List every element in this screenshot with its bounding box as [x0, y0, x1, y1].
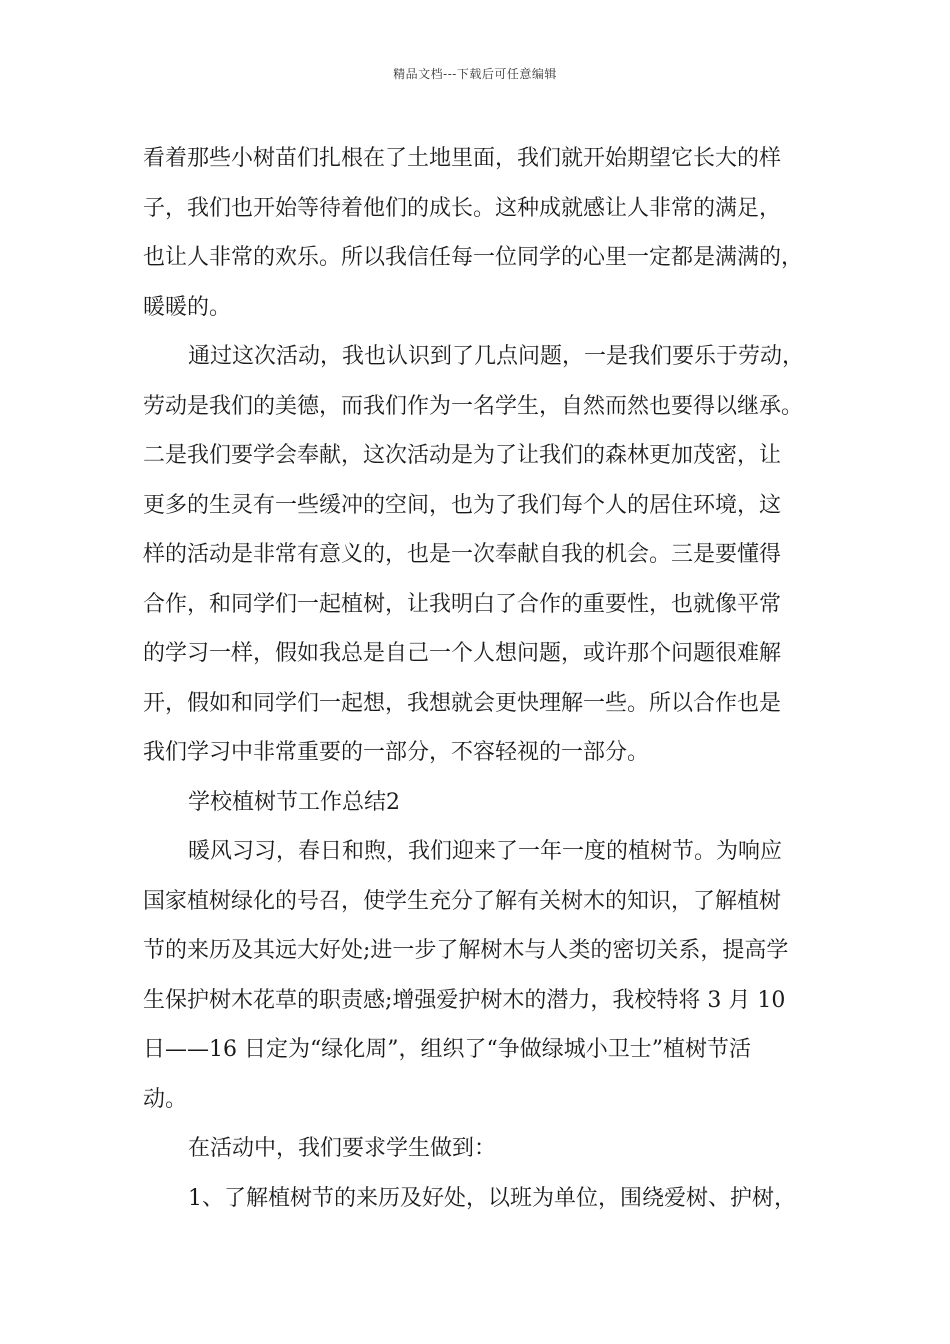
- text-line: 的学习一样，假如我总是自己一个人想问题，或许那个问题很难解: [143, 641, 782, 666]
- text-line: 生保护树木花草的职责感;增强爱护树木的潜力，我校特将 3 月 10: [143, 987, 786, 1013]
- text-line: 通过这次活动，我也认识到了几点问题，一是我们要乐于劳动，: [188, 344, 805, 369]
- text-line: 二是我们要学会奉献，这次活动是为了让我们的森林更加茂密，让: [143, 443, 782, 468]
- text-line: 在活动中，我们要求学生做到：: [188, 1136, 497, 1161]
- text-line: 1、了解植树节的来历及好处，以班为单位，围绕爱树、护树，: [188, 1185, 796, 1211]
- text-line: 也让人非常的欢乐。所以我信任每一位同学的心里一定都是满满的，: [143, 245, 804, 270]
- text-line: 暖暖的。: [143, 294, 232, 320]
- text-line: 子，我们也开始等待着他们的成长。这种成就感让人非常的满足，: [143, 195, 782, 221]
- text-line: 看着那些小树苗们扎根在了土地里面，我们就开始期望它长大的样: [143, 146, 782, 171]
- section-heading: 学校植树节工作总结2: [188, 789, 400, 815]
- text-line: 日——16 日定为“绿化周”，组织了“争做绿城小卫士”植树节活: [143, 1037, 751, 1062]
- text-line: 国家植树绿化的号召，使学生充分了解有关树木的知识，了解植树: [143, 888, 782, 914]
- page-header: 精品文档---下载后可任意编辑: [393, 67, 557, 81]
- text-line: 动。: [143, 1086, 188, 1112]
- document-body: [143, 134, 833, 1223]
- text-line: 样的活动是非常有意义的，也是一次奉献自我的机会。三是要懂得: [143, 542, 782, 567]
- text-line: 合作，和同学们一起植树，让我明白了合作的重要性，也就像平常: [143, 591, 782, 617]
- text-line: 劳动是我们的美德，而我们作为一名学生，自然而然也要得以继承。: [143, 393, 804, 419]
- text-line: 开，假如和同学们一起想，我想就会更快理解一些。所以合作也是: [143, 690, 782, 716]
- text-line: 我们学习中非常重要的一部分，不容轻视的一部分。: [143, 740, 650, 765]
- text-line: 节的来历及其远大好处;进一步了解树木与人类的密切关系，提高学: [143, 938, 789, 963]
- text-line: 暖风习习，春日和煦，我们迎来了一年一度的植树节。为响应: [188, 839, 783, 864]
- text-line: 更多的生灵有一些缓冲的空间，也为了我们每个人的居住环境，这: [143, 492, 782, 518]
